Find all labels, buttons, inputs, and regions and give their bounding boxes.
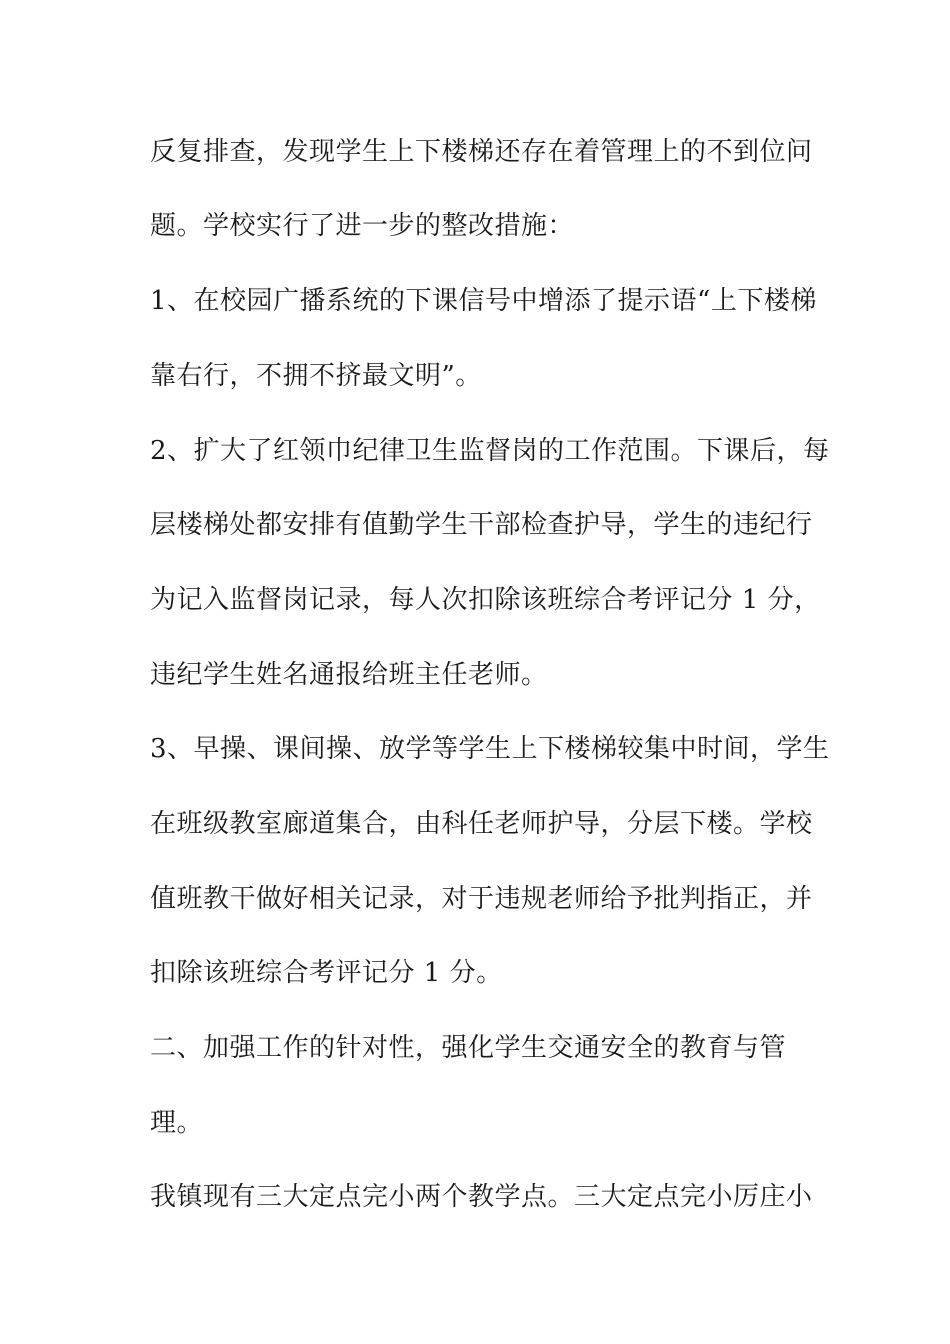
text-line: 2、扩大了红领巾纪律卫生监督岗的工作范围。下课后，每 <box>150 436 830 466</box>
text-line: 为记入监督岗记录，每人次扣除该班综合考评记分 1 分， <box>150 585 821 615</box>
text-line: 扣除该班综合考评记分 1 分。 <box>150 958 503 988</box>
text-line: 违纪学生姓名通报给班主任老师。 <box>150 660 548 690</box>
text-line: 反复排查，发现学生上下楼梯还存在着管理上的不到位问 <box>150 137 813 167</box>
section-heading-continued: 理。 <box>150 1108 204 1138</box>
text-line: 层楼梯处都安排有值勤学生干部检查护导，学生的违纪行 <box>150 510 813 540</box>
text-line: 靠右行，不拥不挤最文明”。 <box>150 361 482 391</box>
text-line: 我镇现有三大定点完小两个教学点。三大定点完小厉庄小 <box>150 1182 813 1212</box>
text-line: 3、早操、课间操、放学等学生上下楼梯较集中时间，学生 <box>150 734 830 764</box>
text-line: 值班教干做好相关记录，对于违规老师给予批判指正，并 <box>150 884 813 914</box>
text-line: 1、在校园广播系统的下课信号中增添了提示语“上下楼梯 <box>150 286 817 316</box>
text-line: 题。学校实行了进一步的整改措施： <box>150 211 575 241</box>
section-heading: 二、加强工作的针对性，强化学生交通安全的教育与管 <box>150 1033 787 1063</box>
text-line: 在班级教室廊道集合，由科任老师护导，分层下楼。学校 <box>150 809 813 839</box>
